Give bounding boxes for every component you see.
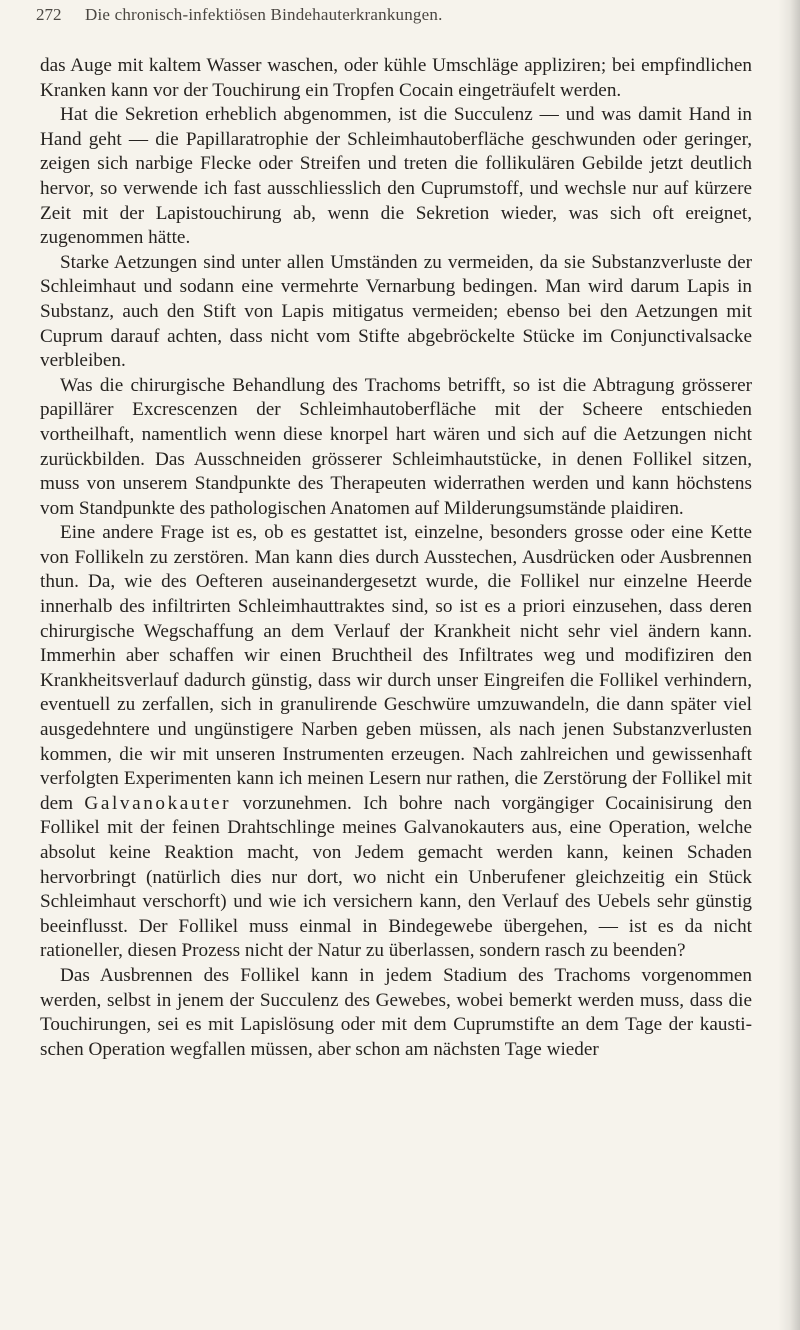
paragraph-6: Das Ausbrennen des Follikel kann in jedem Stadium des Trachoms vorgenommen werden, selbst in jenem der Succulenz des Gewebes, wobei bemerkt werden muss, dass die Touchirungen, sei es mit Lapislösung oder mit dem Cuprumstifte an dem Tage der kaustischen Operation wegfallen müssen, aber schon am nächsten Tage wieder bbox=[40, 964, 752, 1060]
emphasis-galvanokauter: Galvanokauter bbox=[84, 792, 232, 814]
page-number: 272 bbox=[36, 5, 62, 24]
paragraph-5 bbox=[40, 521, 752, 964]
page-edge-shadow bbox=[778, 0, 800, 1330]
running-header bbox=[36, 0, 752, 30]
paragraph-4: Was die chirurgische Behandlung des Trachoms betrifft, so ist die Abtragung grösserer papillärer Excrescenzen der Schleimhautoberfläche mit der Scheere entschieden vortheilhaft, namentlich wenn diese knorpel hart wären und sich auf die Aetzungen nicht zurückbilden. Das Ausschneiden grösserer Schleimhautstücke, in denen Follikel sitzen, muss von unserem Standpunkte des Therapeuten widerrathen werden und kann höchstens vom Standpunkte des pathologischen Anatomen auf Milderungsumstände plaidiren. bbox=[40, 374, 752, 519]
running-title: Die chronisch-infektiösen Bindehauterkrankungen. bbox=[85, 5, 443, 24]
paragraph-3: Starke Aetzungen sind unter allen Umständen zu vermeiden, da sie Substanzverluste der Schleimhaut und sodann eine vermehrte Vernarbung bedingen. Man wird darum Lapis in Substanz, auch den Stift von Lapis mitigatus vermeiden; ebenso bei den Aetzungen mit Cuprum darauf achten, dass nicht vom Stifte abgebröckelte Stücke im Conjunctivalsacke verbleiben. bbox=[40, 251, 752, 372]
paragraph-2: Hat die Sekretion erheblich abgenommen, ist die Succulenz — und was damit Hand in Hand geht — die Papillaratrophie der Schleimhautoberfläche geschwunden oder geringer, zeigen sich narbige Flecke oder Streifen und treten die follikulären Gebilde jetzt deutlich hervor, so verwende ich fast ausschliesslich den Cuprumstoff, und wechsle nur auf kürzere Zeit mit der Lapistouchirung ab, wenn die Sekretion wieder, was sich oft ereignet, zugenommen hätte. bbox=[40, 104, 752, 249]
body-text bbox=[40, 54, 752, 1062]
paragraph-5-text-after: vorzunehmen. Ich bohre nach vorgängiger Cocainisirung den Follikel mit der feinen Drahtschlinge meines Galvanokauters aus, eine Operation, welche absolut keine Reaktion macht, von Jedem gemacht werden kann, keinen Schaden hervorbringt (natürlich dies nur dort, wo nicht ein Unberufener gleichzeitig ein Stück Schleimhaut verschorft) und wie ich versichern kann, den Verlauf des Uebels sehr günstig beeinflusst. Der Follikel muss einmal in Bindegewebe übergehen, — ist es da nicht rationeller, diesen Prozess nicht der Natur zu überlassen, sondern rasch zu beenden? bbox=[40, 792, 752, 962]
paragraph-1: das Auge mit kaltem Wasser waschen, oder kühle Umschläge appliziren; bei empfindlichen Kranken kann vor der Touchirung ein Tropfen Cocain eingeträufelt werden. bbox=[40, 55, 752, 101]
paragraph-5-text-before: Eine andere Frage ist es, ob es gestattet ist, einzelne, besonders grosse oder eine Kette von Follikeln zu zerstören. Man kann dies durch Ausstechen, Ausdrücken oder Ausbrennen thun. Da, wie des Oefteren auseinandergesetzt wurde, die Follikel nur einzelne Heerde innerhalb des infiltrirten Schleimhauttraktes sind, so ist es a priori einzusehen, dass deren chirurgische Wegschaffung an dem Verlauf der Krankheit nicht sehr viel ändern kann. Immerhin aber schaffen wir einen Bruchtheil des Infiltrates weg und modifiziren den Krankheitsverlauf dadurch günstig, dass wir durch unser Eingreifen die Follikel verhindern, eventuell zu zerfallen, sich in granulirende Geschwüre umzuwandeln, die dann später viel ausgedehntere und ungünstigere Narben geben müssen, als nach jenen Substanzverlusten kommen, die wir mit unseren Instrumenten erzeugen. Nach zahlreichen und gewissenhaft verfolgten Experimenten kann ich meinen Lesern nur rathen, die Zerstörung der Follikel mit dem bbox=[40, 522, 752, 814]
